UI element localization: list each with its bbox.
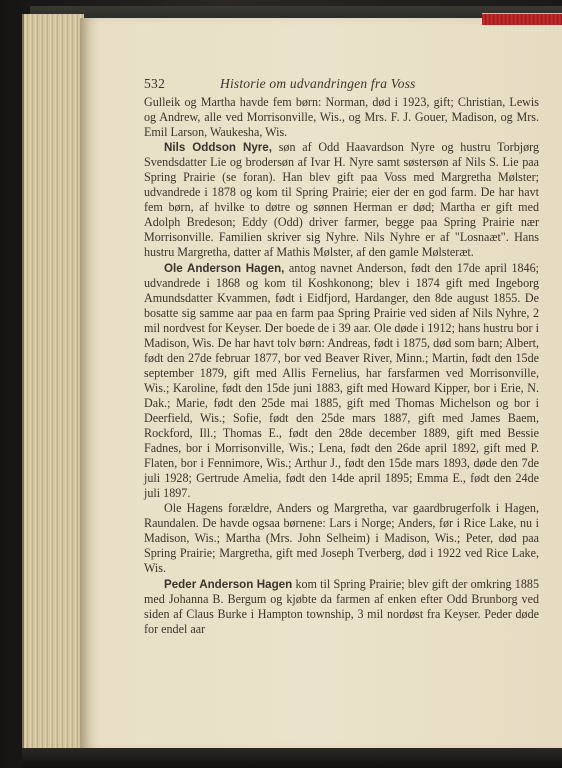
paragraph-text: Gulleik og Martha havde fem børn: Norman, død i 1923, gift; Christian, Lewis og Andrew, alle ved Morrisonville, Wis., og Mrs. F. J. Gouer, Madison, og Mrs. Emil Larson, Waukesha, Wis. — [144, 95, 539, 140]
paragraph-text: antog navnet Anderson, født den 17de april 1846; udvandrede i 1868 og kom til Koshkonong; blev i 1874 gift med Ingeborg Amundsdatter Kvammen, født i Eidfjord, Hardanger, den 8de august 1855. De bosatte sig samme aar paa en farm paa Spring Prairie ved siden af Nils Nyhre, 2 mil nordvest for Keyser. Der boede de i 39 aar. Ole døde i 1912; hans hustru bor i Madison, Wis. De har havt tolv børn: Andreas, født i 1875, død som barn; Albert, født den 27de februar 1877, bor ved Beaver River, Minn.; Martin, født den 15de september 1879, gift med Allis Fernelius, har farsfarmen ved Morrisonville, Wis.; Karoline, født den 15de juni 1883, gift med Howard Kipper, bor i Erie, N. Dak.; Marie, født den 25de mai 1885, gift med Thomas Michelson og bor i Deerfield, Wis.; Sofie, født den 25de mars 1887, gift med James Baem, Rockford, Ill.; Thomas E., født den 28de december 1889, gift med Bessie Fadnes, bor i Morrisonville, Wis.; Lena, født den 26de april 1892, gift med P. Flaten, bor i Fennimore, Wis.; Arthur J., født den 15de mars 1893, døde den 7de juli 1928; Gertrude Amelia, født den 14de april 1895; Emma E., født den 24de juli 1897. — [144, 260, 539, 501]
running-title: Historie om udvandringen fra Voss — [220, 76, 416, 91]
cover-bottom-edge — [22, 748, 562, 768]
paragraph — [144, 577, 539, 637]
paragraph-text: søn af Odd Haavardson Nyre og hustru Torbjørg Svendsdatter Lie og brodersøn af Ivar H. Nyre samt søstersøn af Nils S. Lie paa Spring Prairie (se foran). Han blev gift paa Voss med Margretha Mølster; udvandrede i 1878 og kom til Spring Prairie; eier der en god farm. De har havt fem børn, af hvilke to døtre og sønnen Herman er død; Martha er gift med Adolph Bredeson; Eddy (Odd) driver farmer, begge paa Spring Prairie nær Morrisonville. Familien skriver sig Nyhre. Nils Nyhre er af "Losnaæt". Hans hustru Margretha, datter af Mathis Mølster, af den gamle Mølsteræt. — [144, 140, 539, 260]
person-name: Nils Oddson Nyre, — [164, 141, 272, 155]
paragraph-text: Ole Hagens forældre, Anders og Margretha, var gaardbrugerfolk i Hagen, Raundalen. De havde ogsaa børnene: Lars i Norge; Anders, før i Rice Lake, nu i Madison, Wis.; Martha (Mrs. John Selheim) i Madison, Wis.; Peter, død paa Spring Prairie; Margretha, gift med Joseph Tverberg, død i 1922 ved Rice Lake, Wis. — [144, 501, 539, 576]
page-stack-edge — [22, 14, 84, 752]
paragraph — [144, 95, 539, 140]
person-name: Peder Anderson Hagen — [164, 577, 293, 591]
page-number: 532 — [144, 76, 166, 91]
page-header — [144, 72, 539, 92]
page-body — [144, 95, 539, 637]
paragraph — [144, 140, 539, 260]
paragraph — [144, 261, 539, 502]
person-name: Ole Anderson Hagen, — [164, 261, 285, 275]
ribbon-bookmark — [482, 13, 562, 25]
paragraph-text: kom til Spring Prairie; blev gift der omkring 1885 med Johanna B. Bergum og kjøbte da farmen af enken efter Odd Brunborg ved siden af Claus Burke i Hampton township, 3 mil nordøst fra Keyser. Peder døde for endel aar — [144, 576, 539, 636]
paragraph — [144, 501, 539, 576]
